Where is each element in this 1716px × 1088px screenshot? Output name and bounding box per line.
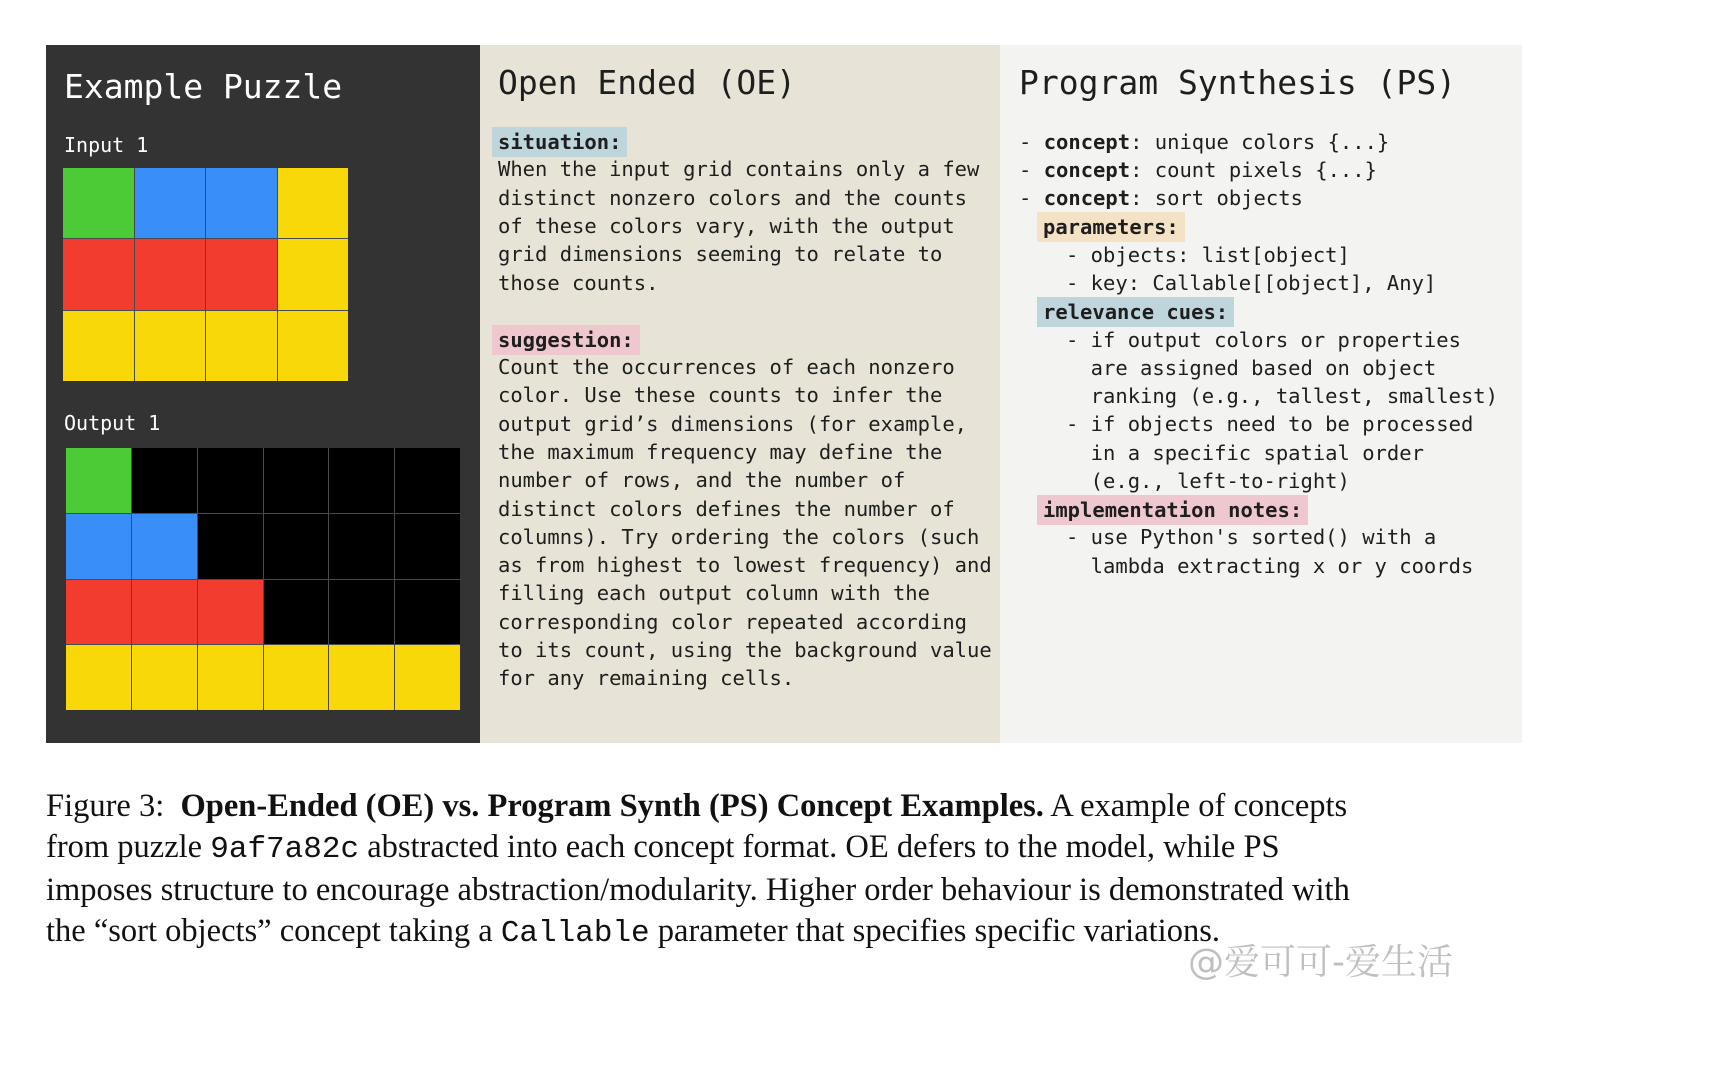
input-grid-cell [63,168,134,238]
open-ended-title: Open Ended (OE) [498,63,797,102]
suggestion-line: filling each output column with the [498,581,930,605]
output-grid-cell [329,580,394,645]
input-grid-cell [63,311,134,381]
output-grid-cell [198,645,263,710]
caption-label: Figure 3: [46,788,165,824]
relevance-line: - if output colors or properties [1066,328,1461,352]
input-grid-cell [135,311,206,381]
example-puzzle-title: Example Puzzle [64,67,343,106]
output-label: Output 1 [64,411,161,435]
parameter-line: - objects: list[object] [1066,243,1350,267]
output-grid-cell [329,645,394,710]
suggestion-line: number of rows, and the number of [498,468,906,492]
input-grid-cell [206,311,277,381]
situation-line: those counts. [498,271,659,295]
implementation-line: lambda extracting x or y coords [1066,554,1474,578]
output-grid-cell [198,514,263,579]
suggestion-line: Count the occurrences of each nonzero [498,355,955,379]
situation-line: of these colors vary, with the output [498,214,955,238]
concept-line: - concept: sort objects [1019,186,1303,210]
output-grid-cell [132,580,197,645]
situation-line: distinct nonzero colors and the counts [498,186,967,210]
concept-value: unique colors {...} [1142,130,1390,154]
output-grid-cell [395,514,460,579]
relevance-line: - if objects need to be processed [1066,412,1474,436]
caption-line-1: Figure 3: Open-Ended (OE) vs. Program Synth (PS) Concept Examples. A example of concepts [46,788,1348,824]
concept-line: - concept: count pixels {...} [1019,158,1377,182]
input-grid-cell [63,239,134,309]
suggestion-line: output grid’s dimensions (for example, [498,412,967,436]
output-grid [66,448,460,710]
suggestion-line: columns). Try ordering the colors (such [498,525,980,549]
situation-tag: situation: [492,127,627,157]
output-grid-cell [66,645,131,710]
input-grid-cell [278,311,349,381]
puzzle-id: 9af7a82c [210,832,360,867]
output-grid-cell [132,645,197,710]
relevance-line: ranking (e.g., tallest, smallest) [1066,384,1498,408]
open-ended-panel [480,45,1000,743]
output-grid-cell [329,514,394,579]
relevance-line: in a specific spatial order [1066,441,1424,465]
concept-key: concept [1043,130,1131,154]
concept-line: - concept: unique colors {...} [1019,130,1390,154]
input-grid-cell [278,239,349,309]
parameters-tag: parameters: [1037,212,1185,242]
program-synthesis-panel [1000,45,1522,743]
suggestion-line: corresponding color repeated according [498,610,967,634]
suggestion-line: the maximum frequency may define the [498,440,943,464]
parameter-line: - key: Callable[[object], Any] [1066,271,1437,295]
caption-line-3: imposes structure to encourage abstraction/modularity. Higher order behaviour is demonstrated with [46,872,1350,908]
output-grid-cell [132,514,197,579]
situation-line: grid dimensions seeming to relate to [498,242,943,266]
input-grid-cell [135,168,206,238]
situation-line: When the input grid contains only a few [498,157,980,181]
suggestion-line: as from highest to lowest frequency) and [498,553,992,577]
concept-value: count pixels {...} [1142,158,1377,182]
suggestion-line: color. Use these counts to infer the [498,383,943,407]
caption-line-4: the “sort objects” concept taking a Callable parameter that specifies specific variations. [46,913,1220,951]
callable-code: Callable [500,916,650,951]
input-grid-cell [135,239,206,309]
output-grid-cell [198,580,263,645]
input-grid-cell [206,239,277,309]
output-grid-cell [264,514,329,579]
watermark: @爱可可-爱生活 [1188,942,1453,983]
input-grid-cell [206,168,277,238]
suggestion-line: to its count, using the background value [498,638,992,662]
input-grid [63,168,348,381]
example-puzzle-panel [46,45,480,743]
caption-line-2: from puzzle 9af7a82c abstracted into each concept format. OE defers to the model, while PS [46,829,1280,867]
output-grid-cell [264,448,329,513]
relevance-line: are assigned based on object [1066,356,1437,380]
output-grid-cell [264,580,329,645]
caption-title: Open-Ended (OE) vs. Program Synth (PS) Concept Examples. [180,788,1044,824]
output-grid-cell [66,580,131,645]
implementation-line: - use Python's sorted() with a [1066,525,1437,549]
concept-key: concept [1043,158,1131,182]
output-grid-cell [198,448,263,513]
input-grid-cell [278,168,349,238]
output-grid-cell [132,448,197,513]
output-grid-cell [395,448,460,513]
output-grid-cell [264,645,329,710]
figure-caption [46,786,1522,954]
input-label: Input 1 [64,133,149,157]
output-grid-cell [395,645,460,710]
output-grid-cell [66,448,131,513]
program-synthesis-title: Program Synthesis (PS) [1019,63,1457,102]
implementation-notes-tag: implementation notes: [1037,495,1308,525]
output-grid-cell [395,580,460,645]
relevance-line: (e.g., left-to-right) [1066,469,1350,493]
figure [46,45,1522,743]
output-grid-cell [66,514,131,579]
relevance-cues-tag: relevance cues: [1037,297,1234,327]
suggestion-tag: suggestion: [492,325,640,355]
suggestion-line: distinct colors defines the number of [498,497,955,521]
concept-value: sort objects [1142,186,1303,210]
concept-key: concept [1043,186,1131,210]
suggestion-line: for any remaining cells. [498,666,795,690]
output-grid-cell [329,448,394,513]
